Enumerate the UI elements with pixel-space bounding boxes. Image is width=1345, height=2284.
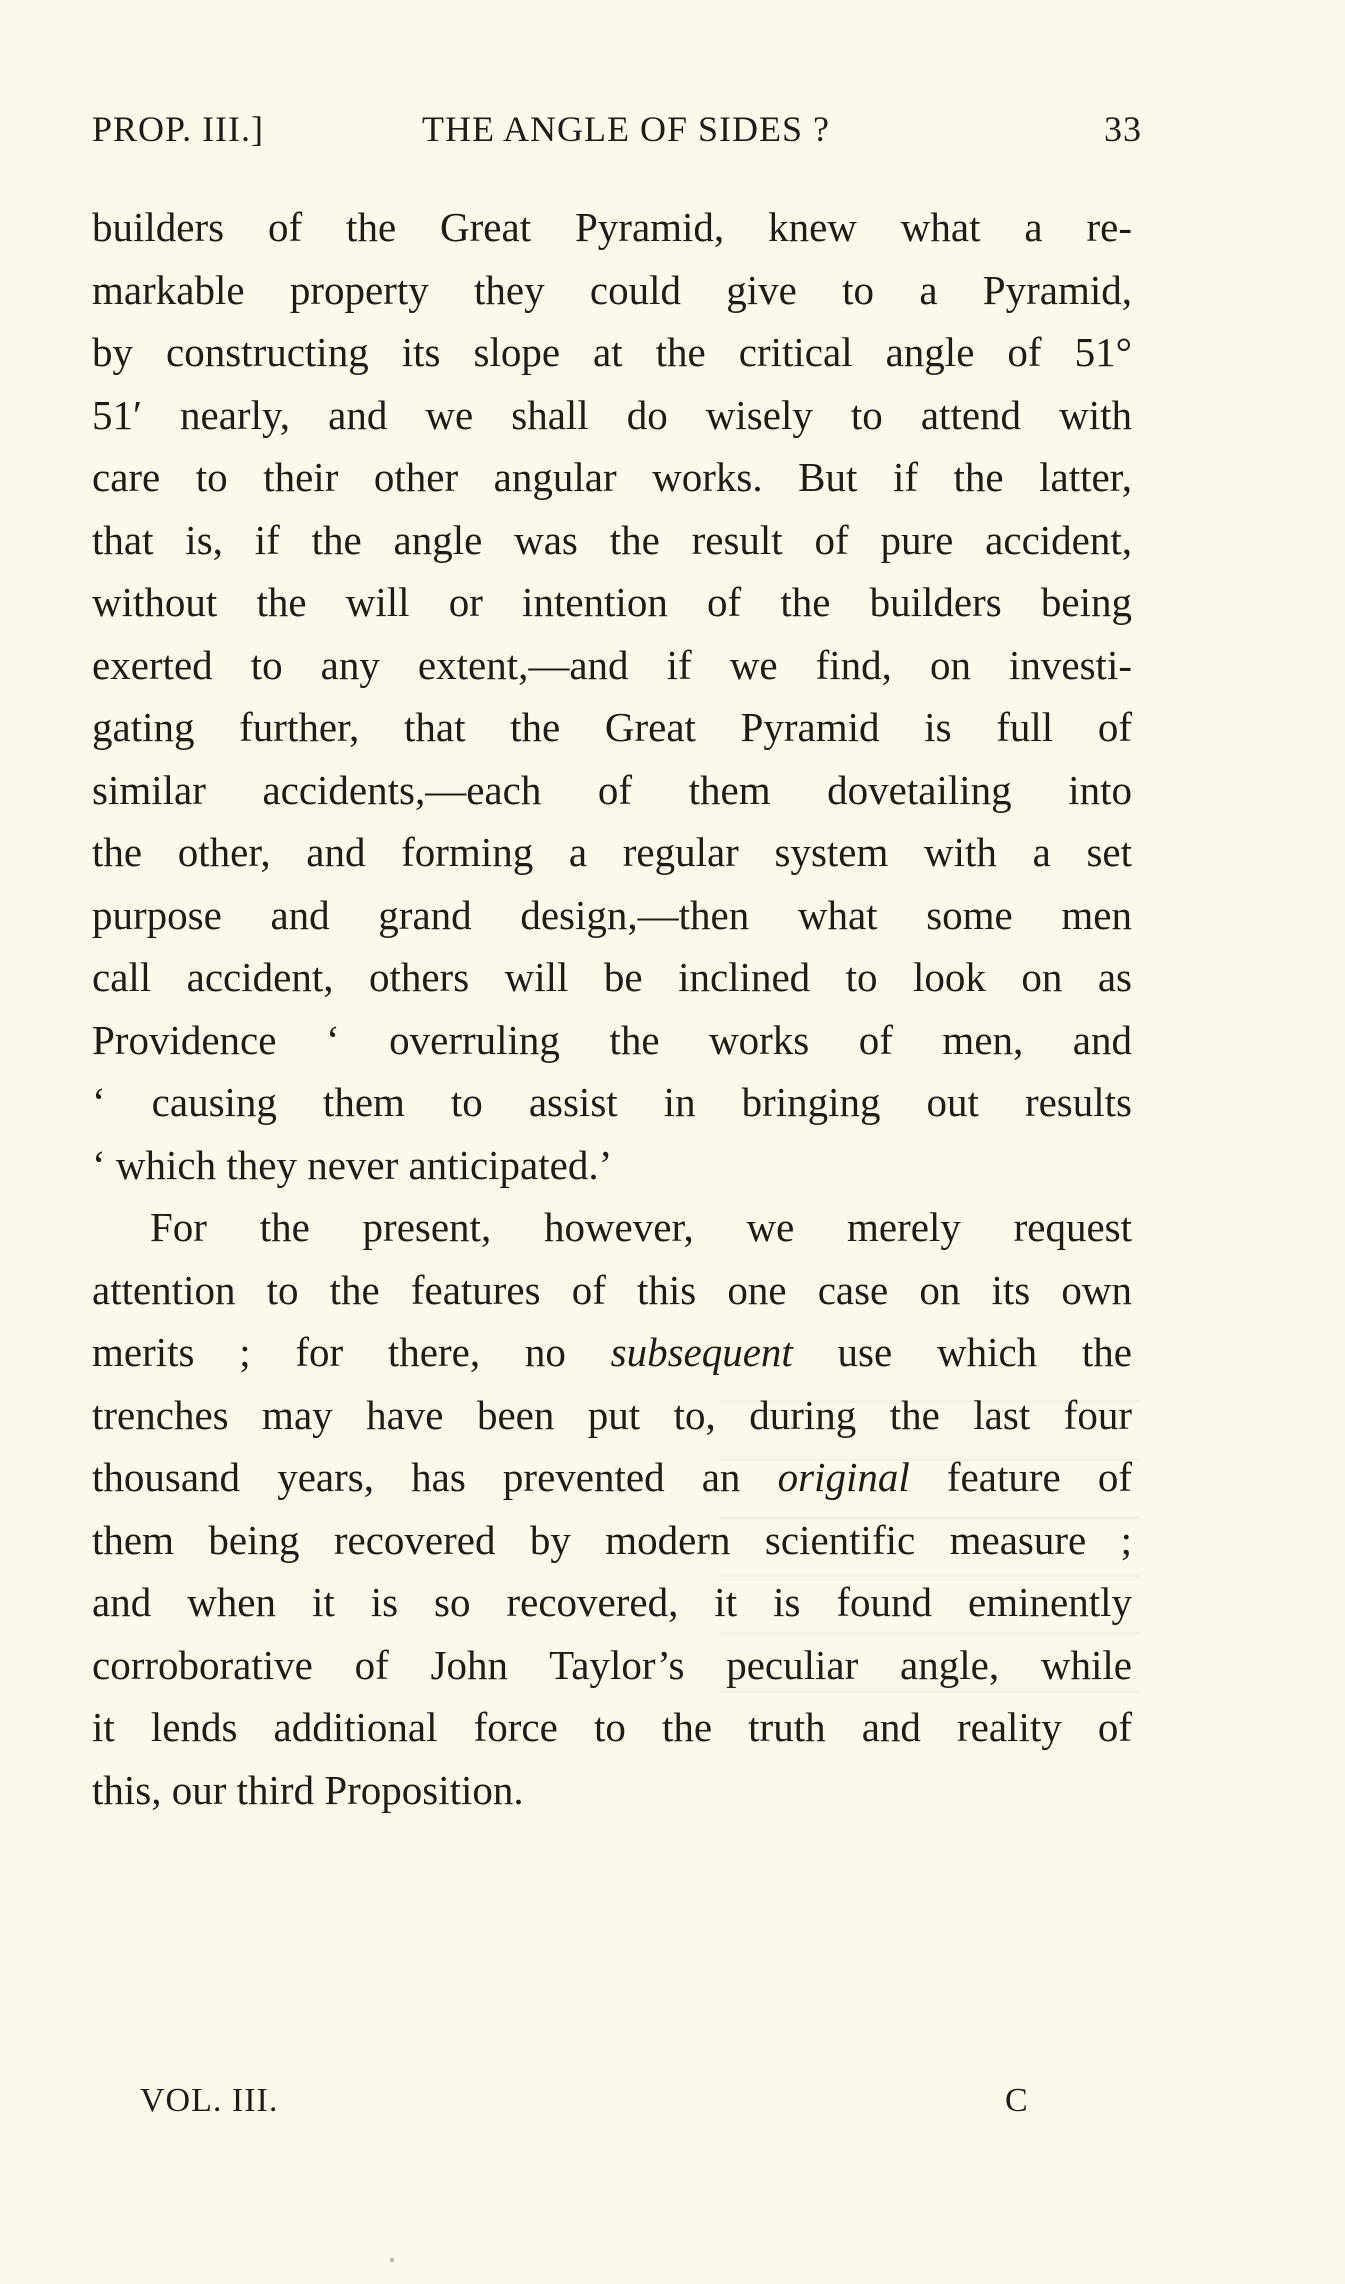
text-line: call accident, others will be inclined to look on as [92,954,1132,1000]
text-line: corroborative of John Taylor’s peculiar angle, while [92,1641,1132,1688]
emphasis-subsequent: subsequent [610,1329,793,1375]
text-segment: feature of [909,1454,1132,1500]
running-title: THE ANGLE OF SIDES ? [422,109,830,149]
text-line: them being recovered by modern scientific measure ; [92,1516,1132,1563]
text-segment: thousand years, has prevented an [92,1454,778,1500]
text-line: it lends additional force to the truth and reality of [92,1704,1132,1750]
text-line: purpose and grand design,—then what some men [92,891,1132,938]
volume-label: VOL. III. [140,2082,279,2119]
text-line: For the present, however, we merely request [150,1204,1132,1250]
text-line: ‘ which they never anticipated.’ [92,1141,613,1188]
text-line: without the will or intention of the builders being [92,579,1132,625]
running-head [92,108,1142,158]
text-line: gating further, that the Great Pyramid is full of [92,704,1132,750]
paper-speck [390,2258,394,2262]
page-number: 33 [1104,109,1142,149]
text-line: care to their other angular works. But if the latter, [92,454,1132,500]
emphasis-original: original [777,1454,910,1500]
text-line: the other, and forming a regular system with a set [92,829,1132,875]
text-line: 51′ nearly, and we shall do wisely to attend with [92,391,1132,438]
text-line: Providence ‘ overruling the works of men, and [92,1016,1132,1063]
text-line: by constructing its slope at the critical angle of 51° [92,329,1132,375]
text-line: this, our third Proposition. [92,1766,524,1813]
show-through-shadow [720,1400,1140,1700]
text-line: similar accidents,—each of them dovetailing into [92,766,1132,813]
text-line: trenches may have been put to, during the last four [92,1391,1132,1438]
text-line: markable property they could give to a Pyramid, [92,266,1132,313]
text-segment: use which the [792,1329,1132,1375]
text-line: exerted to any extent,—and if we find, on investi- [92,641,1132,688]
signature-mark: C [1005,2082,1029,2119]
section-reference: PROP. III.] [92,109,265,149]
text-line: ‘ causing them to assist in bringing out results [92,1079,1132,1125]
text-line [92,1321,1132,1384]
text-line: and when it is so recovered, it is found eminently [92,1579,1132,1625]
text-line: attention to the features of this one case on its own [92,1266,1132,1313]
text-segment: merits ; for there, no [92,1329,611,1375]
text-line: builders of the Great Pyramid, knew what a re- [92,204,1132,250]
text-line: that is, if the angle was the result of pure accident, [92,516,1132,563]
